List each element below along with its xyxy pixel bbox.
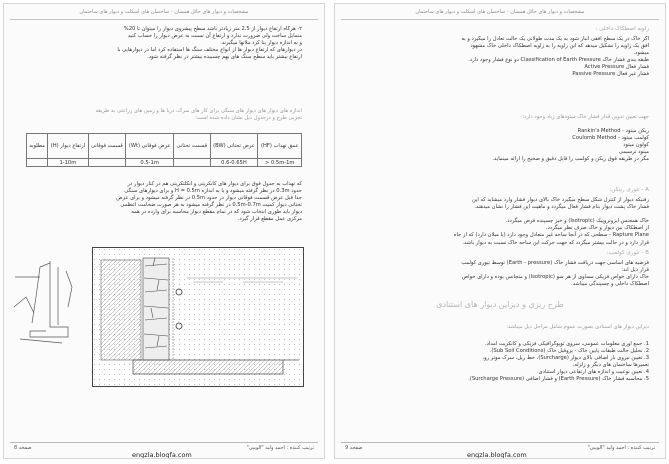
list-item: 5. محاسبه فشار خاک (Earth Pressure) و فشار اضافی (Surcharge Pressure). <box>468 376 649 383</box>
design-intro: دیزاین دیوار های استنادی بصورت عموم شامل مراحل ذیل میباشد: <box>506 324 649 330</box>
table-cell: 1-10m <box>48 159 88 167</box>
list-item: کولون میتود <box>623 142 649 149</box>
text-line: فشار خاک پشت دیوار بنام فشار فعال میگردد و ماهیت این فشار را نشان میدهند. <box>474 204 649 211</box>
text-line: ارتفاع بیشتر باید سطح سنگ های بهم چسبیده بیشتر در نظر گرفته شود. <box>147 54 302 61</box>
heading-coulomb: B - تئوری کولمب: <box>606 250 649 256</box>
paragraph-1 <box>26 26 302 61</box>
section-title: طرح ریزی و دیزاین دیوار های استنادی <box>436 300 564 309</box>
text-line: مرکزی عمل مقطع قرار گیرد. <box>237 216 302 223</box>
table-header: ارتفاع دیوار (H) <box>48 134 88 159</box>
table-header: قسمت فوقانی <box>88 134 126 159</box>
text-line: رفتیکه دیوار از کنترل شکل سطح میگیرد خاک بالای دیوار فشار وارد میشاید که این <box>471 197 649 203</box>
text-line: میشود. <box>633 50 649 57</box>
hand-sketch-icon <box>10 257 76 347</box>
page-header: مشخصات و دیوار های حائل همسان - ساختمان های اسکلت و دیوار های ساختمان <box>341 7 659 20</box>
text-line: حدود 0.3m در نظر گرفته میشود و یا به اندازه H = 0.5m و برای دیوارهای سنگی <box>124 188 302 195</box>
paragraph-coulomb <box>349 260 649 288</box>
text-line: قرار ذیل اند: <box>621 267 649 274</box>
heading-rankine: A - تئوری رینکن: <box>609 187 649 193</box>
list-item: 1. جمع آوری معلومات عمومی، سروی توپوگرافیکی فزیکی و کانکریت امداد. <box>484 341 649 347</box>
site-url: engzla.blogfa.com <box>132 451 192 459</box>
paragraph-2 <box>26 108 302 122</box>
list-item: 4. تعیین نوعیت و اندازه های ارتفاعی دیوار استنادی. <box>536 369 649 376</box>
list-item: 3. تعیین نیروی بار اضافی بالای دیوار (Surcharge)، خط ریل، سرک موتر رو، <box>482 355 649 362</box>
methods-list <box>349 128 649 163</box>
table-header: عرض تحتانی (BW) <box>210 134 258 159</box>
list-item: تعمیرها ساختمان های دیگر و زلزله. <box>572 362 649 369</box>
table-cell: 0.6-0.65H <box>210 159 258 167</box>
list-item: ریکن میتود - Rankin's Method <box>577 128 649 134</box>
text-line: اندازه های دیوار های دیوار های سنگی برای کار های سرک، دریا ها و زمین های زراعتی به طریقه <box>95 108 302 114</box>
text-line: فرضیه های اساسی جهت دریافت فشار خاک (Earth - pressure) توسط تیوری کولمب <box>461 260 649 266</box>
list-item: میتود ترسیمی <box>618 149 649 156</box>
text-line: خاک همجنس ایزوتروپیک (Isotropic) و خیز چسپنده فرض میگردد. <box>505 218 649 225</box>
table-row <box>27 159 302 167</box>
left-page <box>3 3 325 459</box>
text-line: اصطکاک داخلی و چسپندگی میباشد. <box>571 281 649 288</box>
table-cell <box>27 159 48 167</box>
text-line: طبقه بندی فشار خاک Classification of Earth Pressure دو نوع فشار وجود دارد. <box>468 57 649 64</box>
table-cell: 0.5-1m <box>126 159 174 167</box>
footer-author: ترتیب کننده : احمد ولید "الوبیی" <box>246 445 314 451</box>
text-line: از اصطکاک بین دیوار و خاک صرف نظر میگردد. <box>545 225 649 232</box>
site-url: engzla.blogfa.com <box>467 451 527 459</box>
text-line: فشار غیر فعال Passive Pressure <box>572 71 649 78</box>
text-line: دیوار باید طوری انتخاب شود که در تمام مقطع دیوار محاسبه برای وارده در همه <box>131 209 302 216</box>
paragraph-1 <box>349 36 649 79</box>
text-line: خاک دارای خواص فزیکی مساوی از هر سو (Isotropic) و متجانس بوده و دارای خواص <box>461 274 649 281</box>
list-item: کولمب میتود - Coulomb Method <box>572 135 649 142</box>
text-line: اگر خاک در یک سطح افقی انبار شود به یک مدت طولانی یک حالت تعادل را میگیرد و به <box>461 36 649 42</box>
footer-author: ترتیب کننده : احمد ولید "الوبیی" <box>587 445 655 451</box>
text-line: تجربی طرح و درجدول ذیل نشان داده شده است: <box>195 115 302 122</box>
page-header: مشخصات و دیوار های حائل همسان - ساختمان های اسکلت و دیوار های ساختمان <box>10 7 318 20</box>
text-line: و به اندازه دیوار بنا کرد ملاتها میگیرند. <box>220 40 302 47</box>
text-line: که تهداب به جدول فوق برای دیوار های کانکریتی و انکلتکریتی هم در کنار دیوار در <box>127 181 302 187</box>
page-number: صفحه 9 <box>345 445 363 451</box>
list-item: 2. تحلیل حالت طبقات پایین خاک - پروفیل خاک (Sub Soil Conditions). <box>489 348 649 355</box>
page-number: صفحه 8 <box>14 445 32 451</box>
heading-internal-friction: زاویه اصطکاک داخلی : <box>595 26 649 32</box>
text-line: در دیوارهای که ارتفاع دیوار ها از انواع مختلف سنگ ها استفاده کرد اما در دیوارهایی با <box>117 47 302 54</box>
table-header: عمق تهداب (HF) <box>258 134 302 159</box>
heading-methods: جهت تعیین تدوین قدار فشار خاک میتودهای زیاد وجود دارد: <box>522 114 649 120</box>
paragraph-rankine <box>349 197 649 247</box>
table-cell: > 0.5m-1m <box>258 159 302 167</box>
text-line: افق یک زاویه را تشکیل میدهد که این زاویه را به زاویه اصطکاک داخلی خاک مشهود <box>470 43 649 50</box>
text-line: ۲- هرگاه ارتفاع دیوار از 2.5 متر زیادتر باشد سطح پیشروی دیوار را میتوان تا 20% <box>123 26 302 32</box>
table-cell <box>174 159 210 167</box>
text-line: قرار دارد و در حالت بیشتر میگردد که جهت حرکت این ساحه خاک نسبت به دیوار باشد. <box>462 239 649 246</box>
text-line: فشار فعال Active Pressure <box>584 64 649 71</box>
table-header-row <box>27 134 302 159</box>
dimensions-table <box>26 133 302 167</box>
table-header: قسمت تحتانی <box>174 134 210 159</box>
table-header: مطلوبه <box>27 134 48 159</box>
right-page <box>334 3 666 459</box>
paragraph-3 <box>26 181 302 224</box>
text-line: متمایل ساخت ولی ضرورت ندارد و ارتفاع آن نسبت به عرض دیوار را حساب کنید <box>127 33 302 40</box>
text-line: تحتانی دیوار کمیت 0.5m-0.7m در نظر گرفته میشود به هر صورت ضخامت اعظمی <box>120 202 302 209</box>
table-cell <box>88 159 126 167</box>
table-header: عرض فوقانی (Wt) <box>126 134 174 159</box>
retaining-wall-figure-icon <box>92 247 304 387</box>
design-steps <box>349 341 649 384</box>
text-line: مگر در طریقه فوق ریکن و کولمب را قابل دقیق و صحیح را ارائه مینماید. <box>492 156 649 163</box>
text-line: جدا قبل عرض قسمت فوقانی دیوار در حدود 0.5m در نظر گرفته میشود و برای عرض <box>116 195 302 202</box>
text-line: Rapture Plane - سطحی که در آنجا ساحه غیر متعادل وجود دارد (یا میلان دارد) که از جاه <box>453 232 649 239</box>
